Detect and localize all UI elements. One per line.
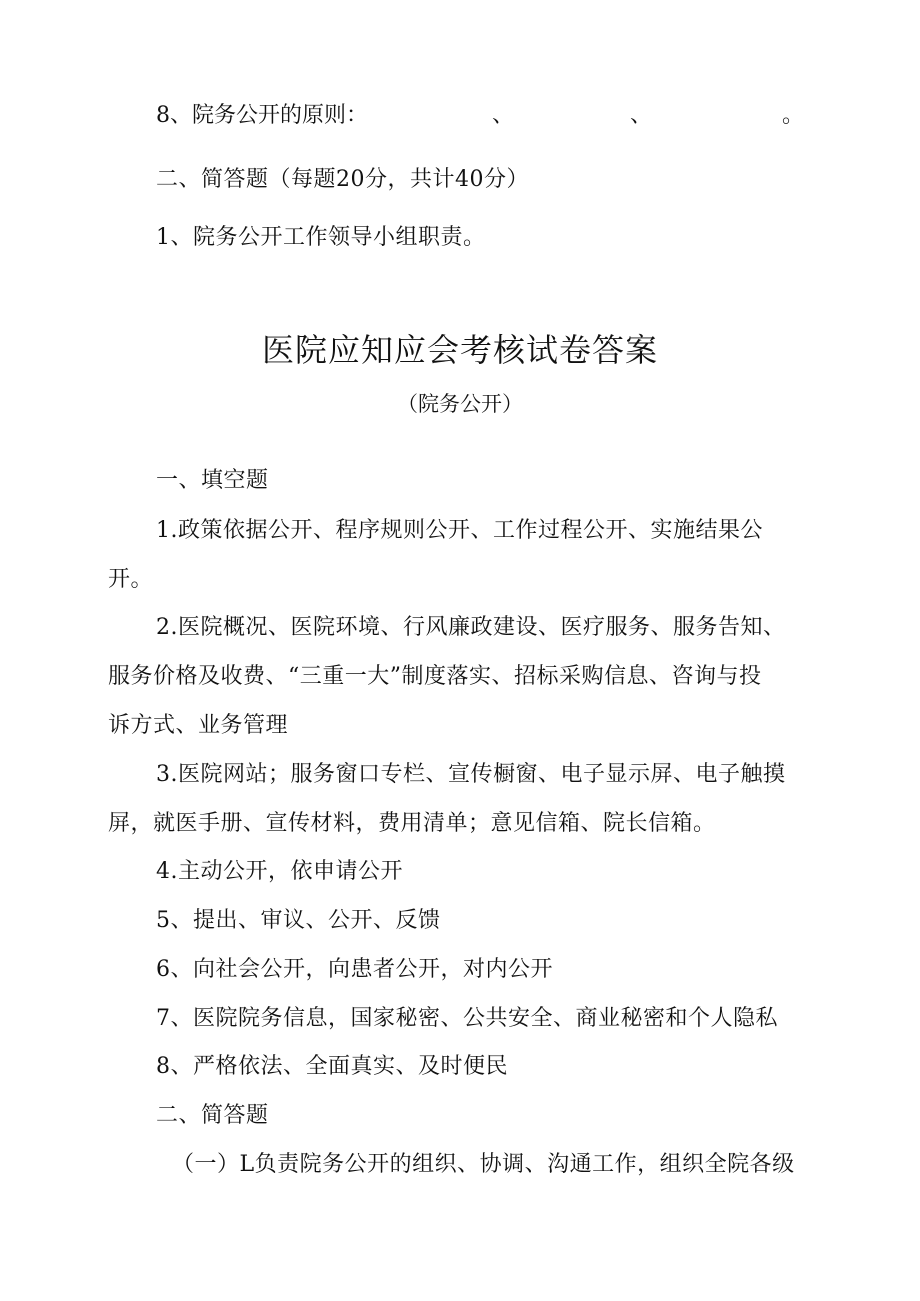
answer-section-1-heading: 一、填空题: [156, 468, 269, 493]
question-8-separator-2: 、: [630, 103, 653, 128]
answer-line: 屏，就医手册、宣传材料，费用清单；意见信箱、院长信箱。: [108, 811, 716, 836]
question-8-separator-1: 、: [492, 103, 515, 128]
answer-line: 服务价格及收费、“三重一大”制度落实、招标采购信息、咨询与投: [108, 664, 762, 689]
answer-sheet-title: 医院应知应会考核试卷答案: [261, 331, 658, 369]
answer-line: 4.主动公开，依申请公开: [156, 859, 403, 884]
answer-line: 6、向社会公开，向患者公开，对内公开: [156, 957, 553, 982]
answer-line: 7、医院院务信息，国家秘密、公共安全、商业秘密和个人隐私: [156, 1006, 778, 1031]
answer-line: 开。: [108, 567, 154, 592]
answer-line: 2.医院概况、医院环境、行风廉政建设、医疗服务、服务告知、: [156, 615, 786, 640]
fill-in-question-8: [156, 102, 816, 130]
section-2-heading: 二、简答题（每题20分，共计40分）: [156, 167, 529, 192]
answer-line: 诉方式、业务管理: [108, 713, 289, 738]
question-8-end-mark: 。: [782, 103, 805, 128]
answer-section-2-heading: 二、简答题: [156, 1103, 269, 1128]
short-question-1: 1、院务公开工作领导小组职责。: [156, 225, 486, 250]
answer-line: 1.政策依据公开、程序规则公开、工作过程公开、实施结果公: [156, 518, 763, 543]
answer-line: 3.医院网站；服务窗口专栏、宣传橱窗、电子显示屏、电子触摸: [156, 762, 786, 787]
question-8-label: 8、院务公开的原则：: [156, 103, 368, 128]
answer-short-question-start: （一）L负责院务公开的组织、协调、沟通工作，组织全院各级: [172, 1152, 795, 1177]
answer-sheet-subtitle: （院务公开）: [397, 392, 523, 416]
answer-line: 5、提出、审议、公开、反馈: [156, 908, 441, 933]
answer-line: 8、严格依法、全面真实、及时便民: [156, 1054, 508, 1079]
